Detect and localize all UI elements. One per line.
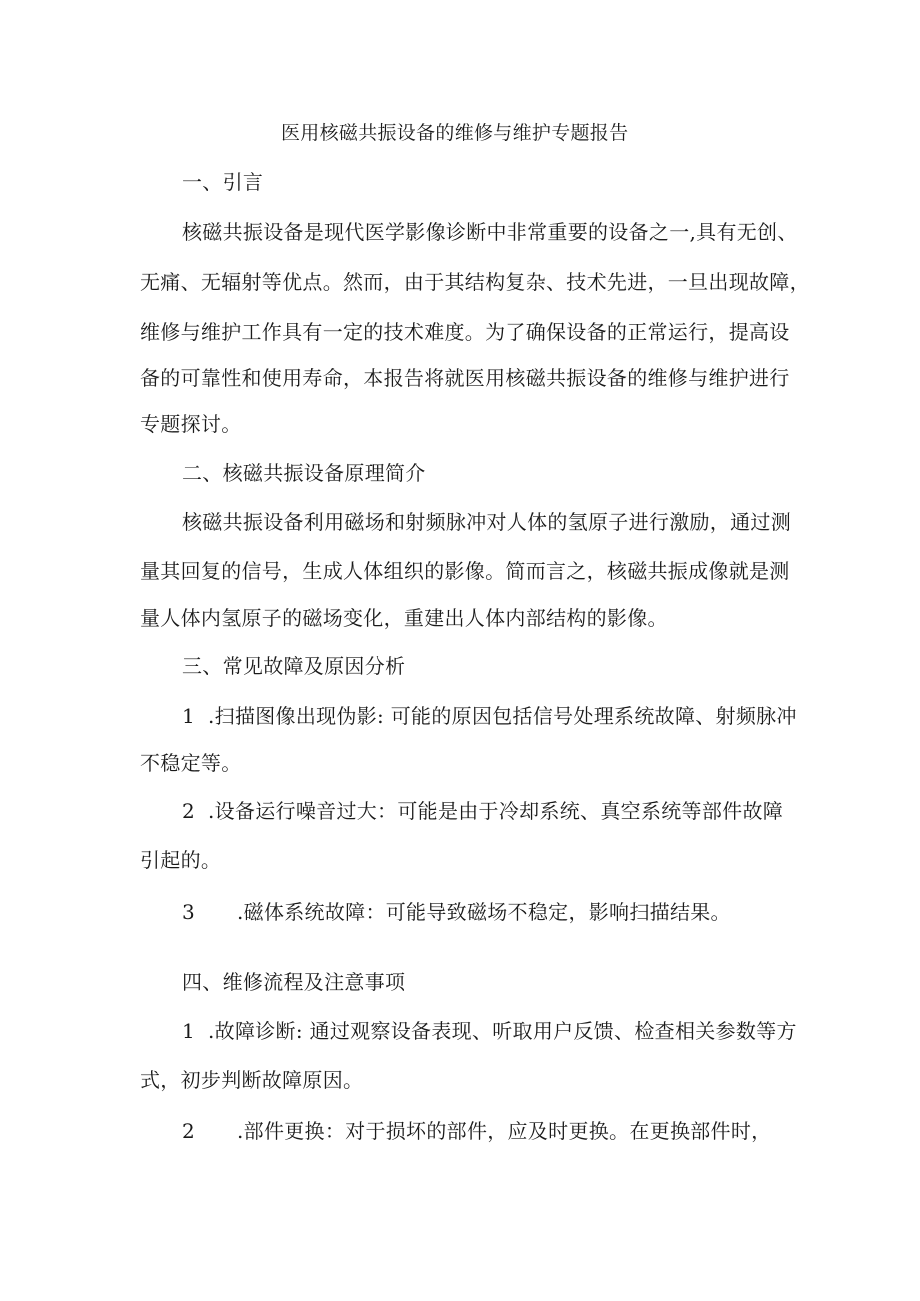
list-item-number: 2 [182, 799, 196, 823]
section-heading-intro: 一、引言 [182, 170, 264, 194]
paragraph-line: 维修与维护工作具有一定的技术难度。为了确保设备的正常运行，提高设 [140, 320, 790, 344]
list-item-text: .设备运行噪音过大：可能是由于冷却系统、真空系统等部件故障 [208, 799, 784, 823]
list-item-number: 3 [182, 900, 196, 924]
section-heading-maintenance: 四、维修流程及注意事项 [182, 970, 406, 994]
list-item-number: 2 [182, 1119, 196, 1143]
paragraph-line: 无痛、无辐射等优点。然而，由于其结构复杂、技术先进，一旦出现故障， [140, 270, 810, 294]
list-item [182, 1017, 797, 1045]
paragraph-line: 量其回复的信号，生成人体组织的影像。简而言之，核磁共振成像就是测 [140, 559, 790, 583]
paragraph-line: 核磁共振设备是现代医学影像诊断中非常重要的设备之一,具有无创、 [182, 220, 798, 244]
paragraph-line: 量人体内氢原子的磁场变化，重建出人体内部结构的影像。 [140, 606, 668, 630]
list-item [182, 1117, 771, 1145]
list-item-text: .部件更换：对于损坏的部件，应及时更换。在更换部件时， [237, 1119, 772, 1143]
document-title: 医用核磁共振设备的维修与维护专题报告 [281, 122, 629, 144]
section-heading-faults: 三、常见故障及原因分析 [182, 654, 406, 678]
paragraph-line: 式，初步判断故障原因。 [140, 1068, 364, 1092]
paragraph-line: 不稳定等。 [140, 751, 242, 775]
paragraph-line: 专题探讨。 [140, 412, 242, 436]
paragraph-line: 引起的。 [140, 848, 222, 872]
list-item [182, 898, 731, 926]
paragraph-line: 核磁共振设备利用磁场和射频脉冲对人体的氢原子进行激励，通过测 [182, 510, 791, 534]
list-item-number: 1 [182, 1019, 196, 1043]
section-heading-principle: 二、核磁共振设备原理简介 [182, 461, 426, 485]
list-item [182, 797, 783, 825]
list-item-text: .故障诊断: 通过观察设备表现、听取用户反馈、检查相关参数等方 [208, 1019, 797, 1043]
list-item [182, 702, 797, 730]
list-item-number: 1 [182, 704, 196, 728]
list-item-text: .扫描图像出现伪影: 可能的原因包括信号处理系统故障、射频脉冲 [208, 704, 797, 728]
list-item-text: .磁体系统故障：可能导致磁场不稳定，影响扫描结果。 [237, 900, 731, 924]
paragraph-line: 备的可靠性和使用寿命，本报告将就医用核磁共振设备的维修与维护进行 [140, 366, 790, 390]
